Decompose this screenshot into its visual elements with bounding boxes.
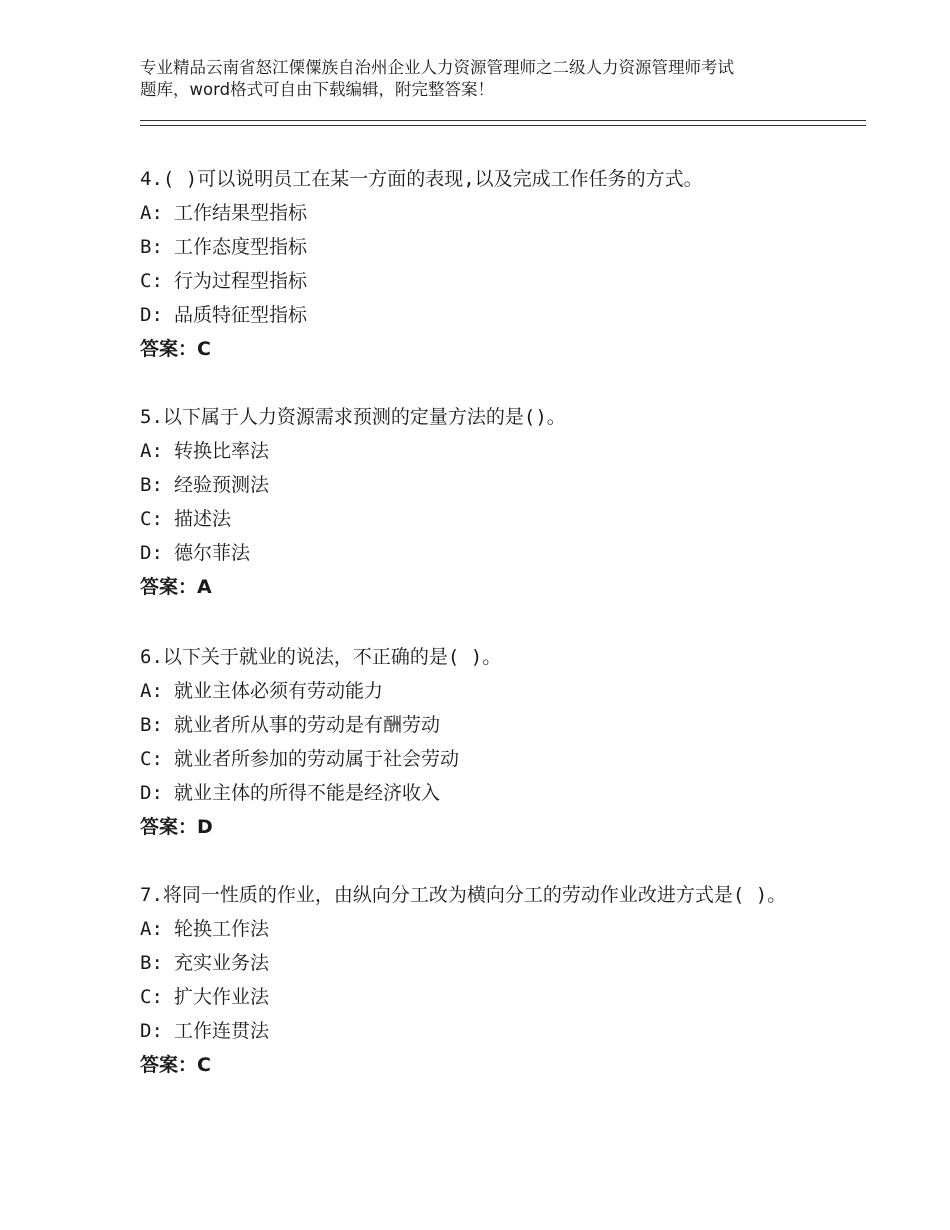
question-6 (140, 640, 830, 844)
answer: 答案：C (140, 338, 211, 360)
option-c: C: 扩大作业法 (140, 986, 270, 1008)
option-a: A: 转换比率法 (140, 440, 270, 462)
option-d: D: 德尔菲法 (140, 542, 251, 564)
option-b: B: 就业者所从事的劳动是有酬劳动 (140, 714, 441, 736)
header-line-1: 专业精品云南省怒江傈僳族自治州企业人力资源管理师之二级人力资源管理师考试 (140, 58, 734, 77)
answer: 答案：A (140, 576, 212, 598)
question-7 (140, 878, 830, 1082)
question-5 (140, 400, 830, 604)
option-a: A: 就业主体必须有劳动能力 (140, 680, 384, 702)
option-b: B: 工作态度型指标 (140, 236, 308, 258)
header-line-2: 题库，word格式可自由下载编辑，附完整答案！ (140, 80, 495, 99)
header-divider (140, 120, 866, 126)
question-4 (140, 162, 830, 366)
answer: 答案：D (140, 816, 213, 838)
question-stem: 4.( )可以说明员工在某一方面的表现,以及完成工作任务的方式。 (140, 168, 703, 190)
option-d: D: 就业主体的所得不能是经济收入 (140, 782, 441, 804)
option-c: C: 描述法 (140, 508, 232, 530)
question-stem: 7.将同一性质的作业，由纵向分工改为横向分工的劳动作业改进方式是( )。 (140, 884, 787, 906)
option-b: B: 充实业务法 (140, 952, 270, 974)
question-stem: 5.以下属于人力资源需求预测的定量方法的是()。 (140, 406, 566, 428)
question-stem: 6.以下关于就业的说法，不正确的是( )。 (140, 646, 502, 668)
option-c: C: 就业者所参加的劳动属于社会劳动 (140, 748, 460, 770)
option-c: C: 行为过程型指标 (140, 270, 308, 292)
document-header (140, 57, 830, 101)
option-d: D: 工作连贯法 (140, 1020, 270, 1042)
option-d: D: 品质特征型指标 (140, 304, 308, 326)
option-a: A: 轮换工作法 (140, 918, 270, 940)
option-a: A: 工作结果型指标 (140, 202, 308, 224)
option-b: B: 经验预测法 (140, 474, 270, 496)
answer: 答案：C (140, 1054, 211, 1076)
